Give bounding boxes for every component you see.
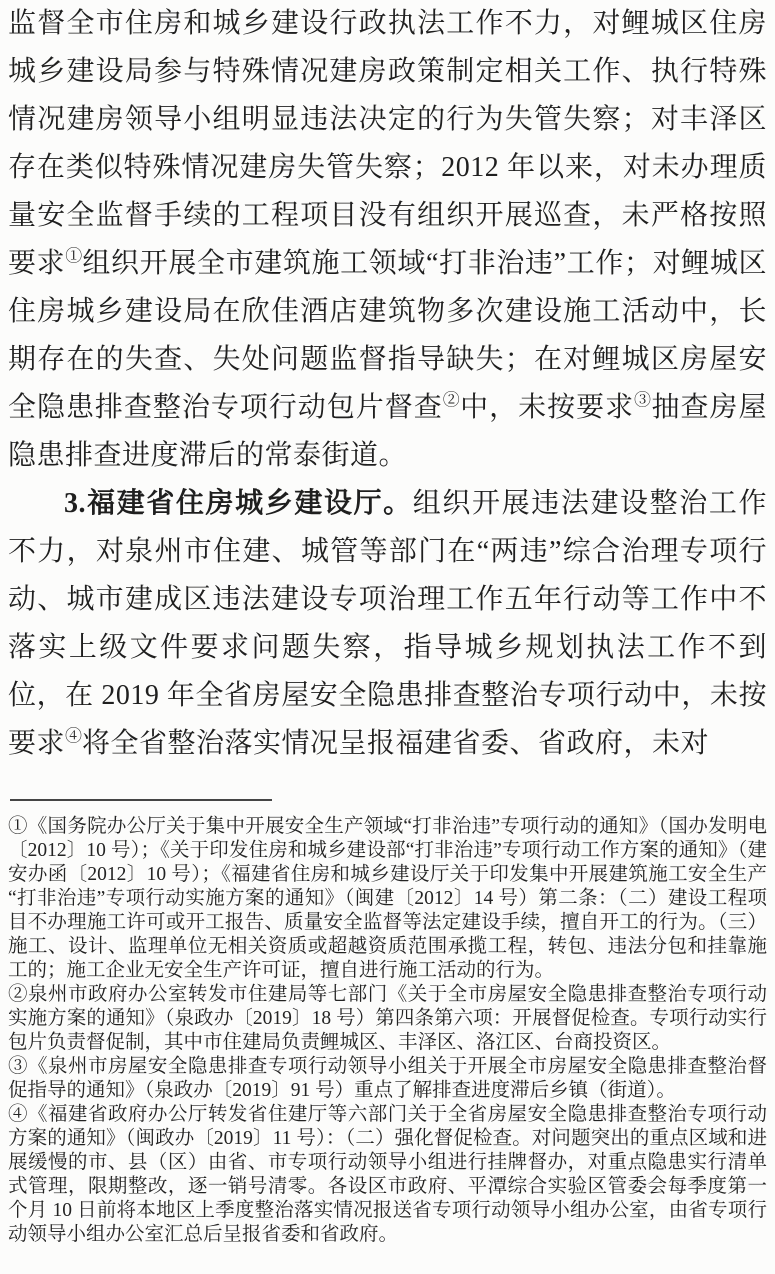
footnote-item-1 (8, 815, 767, 983)
footnote-marker: ④ (8, 1104, 28, 1125)
footnote-item-4 (8, 1103, 767, 1247)
text-run: 抽查房屋隐患排查进度滞后的常泰街道。 (8, 392, 767, 471)
footnote-separator (10, 799, 272, 801)
footnote-ref-4: ④ (65, 726, 83, 746)
footnote-marker: ③ (8, 1056, 28, 1077)
text-run: 中，未按要求 (460, 392, 635, 423)
footnote-text: 《国务院办公厅关于集中开展安全生产领域“打非治违”专项行动的通知》（国办发明电〔2012〕10 号）；《关于印发住房和城乡建设部“打非治违”专项行动工作方案的通知》（建安办函〔2012〕10 号）；《福建省住房和城乡建设厅关于印发集中开展建筑施工安全生产“打非治违”专项行动实施方案的通知》（闽建〔2012〕14 号）第二条：（二）建设工程项目不办理施工许可或开工报告、质量安全监督等法定建设手续，擅自开工的行为。（三）施工、设计、监理单位无相关资质或超越资质范围承揽工程，转包、违法分包和挂靠施工的；施工企业无安全生产许可证，擅自进行施工活动的行为。 (8, 816, 767, 981)
body-paragraph-1 (8, 0, 767, 480)
footnote-marker: ① (8, 816, 28, 837)
section-heading: 3.福建省住房城乡建设厅。 (64, 488, 413, 519)
footnote-ref-1: ① (65, 246, 83, 266)
text-run: 组织开展违法建设整治工作不力，对泉州市住建、城管等部门在“两违”综合治理专项行动、城市建成区违法建设专项治理工作五年行动等工作中不落实上级文件要求问题失察，指导城乡规划执法工作不到位，在 2019 年全省房屋安全隐患排查整治专项行动中，未按要求 (8, 488, 767, 759)
text-run: 监督全市住房和城乡建设行政执法工作不力，对鲤城区住房城乡建设局参与特殊情况建房政策制定相关工作、执行特殊情况建房领导小组明显违法决定的行为失管失察；对丰泽区存在类似特殊情况建房失管失察；2012 年以来，对未办理质量安全监督手续的工程项目没有组织开展巡查，未严格按照要求 (8, 8, 767, 279)
text-run: 将全省整治落实情况呈报福建省委、省政府，未对 (82, 728, 710, 759)
footnote-text: 泉州市政府办公室转发市住建局等七部门《关于全市房屋安全隐患排查整治专项行动实施方案的通知》（泉政办〔2019〕18 号）第四条第六项：开展督促检查。专项行动实行包片负责督促制，其中市住建局负责鲤城区、丰泽区、洛江区、台商投资区。 (8, 984, 767, 1053)
footnote-item-2 (8, 983, 767, 1055)
footnote-item-3 (8, 1055, 767, 1103)
text-run: 组织开展全市建筑施工领域“打非治违”工作；对鲤城区住房城乡建设局在欣佳酒店建筑物多次建设施工活动中，长期存在的失查、失处问题监督指导缺失；在对鲤城区房屋安全隐患排查整治专项行动包片督查 (8, 248, 768, 423)
footnote-ref-2: ② (442, 390, 461, 410)
footnote-text: 《福建省政府办公厅转发省住建厅等六部门关于全省房屋安全隐患排查整治专项行动方案的通知》（闽政办〔2019〕11 号）：（二）强化督促检查。对问题突出的重点区域和进展缓慢的市、县（区）由省、市专项行动领导小组进行挂牌督办，对重点隐患实行清单式管理，限期整改，逐一销号清零。各设区市政府、平潭综合实验区管委会每季度第一个月 10 日前将本地区上季度整治落实情况报送省专项行动领导小组办公室，由省专项行动领导小组办公室汇总后呈报省委和省政府。 (8, 1104, 767, 1245)
footnote-text: 《泉州市房屋安全隐患排查专项行动领导小组关于开展全市房屋安全隐患排查整治督促指导的通知》（泉政办〔2019〕91 号）重点了解排查进度滞后乡镇（街道）。 (8, 1056, 767, 1101)
footnote-ref-3: ③ (634, 390, 652, 410)
body-paragraph-2 (8, 480, 767, 768)
footnotes-section (8, 815, 767, 1247)
body-text-block (8, 0, 767, 768)
footnote-marker: ② (8, 984, 28, 1005)
